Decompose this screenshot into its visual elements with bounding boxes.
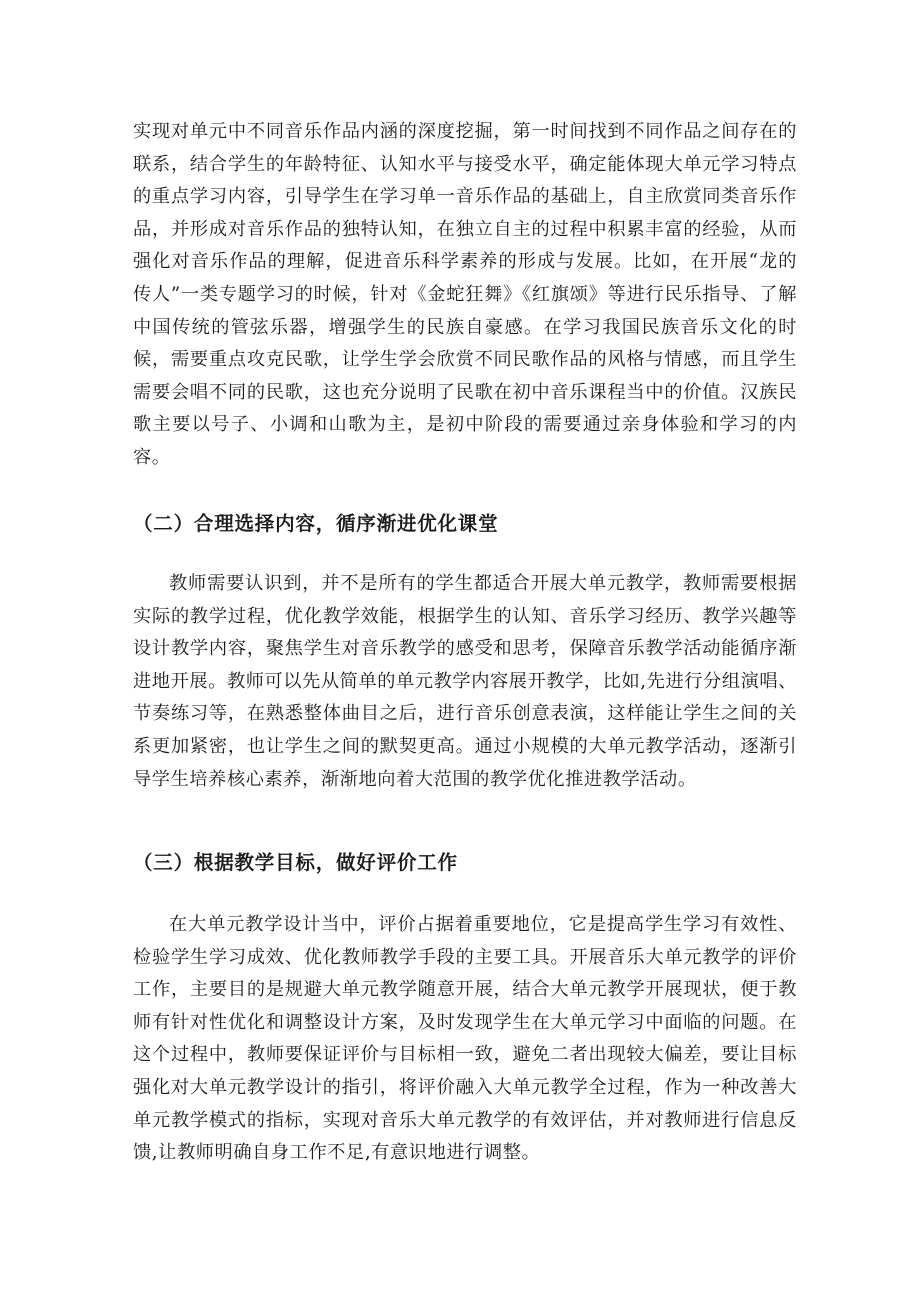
body-paragraph-1: 实现对单元中不同音乐作品内涵的深度挖掘，第一时间找到不同作品之间存在的联系，结合学生的年龄特征、认知水平与接受水平，确定能体现大单元学习特点的重点学习内容，引导学生在学习单一音乐作品的基础上，自主欣赏同类音乐作品，并形成对音乐作品的独特认知，在独立自主的过程中积累丰富的经验，从而强化对音乐作品的理解，促进音乐科学素养的形成与发展。比如，在开展“龙的传人”一类专题学习的时候，针对《金蛇狂舞》《红旗颂》等进行民乐指导、了解中国传统的管弦乐器，增强学生的民族自豪感。在学习我国民族音乐文化的时候，需要重点攻克民歌，让学生学会欣赏不同民歌作品的风格与情感，而且学生需要会唱不同的民歌，这也充分说明了民歌在初中音乐课程当中的价值。汉族民歌主要以号子、小调和山歌为主，是初中阶段的需要通过亲身体验和学习的内容。 bbox=[133, 121, 797, 468]
section-heading-3: （三）根据教学目标，做好评价工作 bbox=[133, 851, 458, 874]
body-paragraph-3: 在大单元教学设计当中，评价占据着重要地位，它是提高学生学习有效性、检验学生学习成效、优化教师教学手段的主要工具。开展音乐大单元教学的评价工作，主要目的是规避大单元教学随意开展，结合大单元教学开展现状，便于教师有针对性优化和调整设计方案，及时发现学生在大单元学习中面临的问题。在这个过程中，教师要保证评价与目标相一致，避免二者出现较大偏差，要让目标强化对大单元教学设计的指引，将评价融入大单元教学全过程，作为一种改善大单元教学模式的指标，实现对音乐大单元教学的有效评估，并对教师进行信息反馈,让教师明确自身工作不足,有意识地进行调整。 bbox=[133, 914, 797, 1164]
section-heading-2: （二）合理选择内容，循序渐进优化课堂 bbox=[133, 512, 499, 535]
body-paragraph-2: 教师需要认识到，并不是所有的学生都适合开展大单元教学，教师需要根据实际的教学过程，优化教学效能，根据学生的认知、音乐学习经历、教学兴趣等设计教学内容，聚焦学生对音乐教学的感受和思考，保障音乐教学活动能循序渐进地开展。教师可以先从简单的单元教学内容展开教学，比如,先进行分组演唱、节奏练习等，在熟悉整体曲目之后，进行音乐创意表演，这样能让学生之间的关系更加紧密，也让学生之间的默契更高。通过小规模的大单元教学活动，逐渐引导学生培养核心素养，渐渐地向着大范围的教学优化推进教学活动。 bbox=[133, 573, 797, 790]
